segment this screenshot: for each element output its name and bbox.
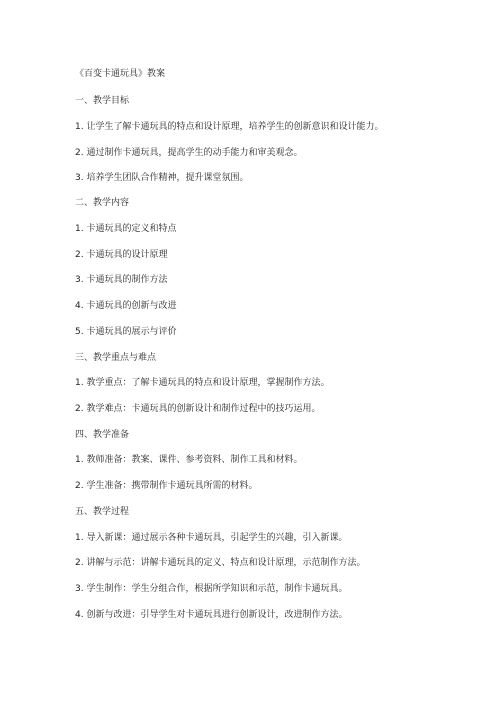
- document-title: 《百变卡通玩具》教案: [75, 69, 166, 79]
- content-item-1: 1. 卡通玩具的定义和特点: [75, 224, 177, 234]
- process-item-1: 1. 导入新课：通过展示各种卡通玩具，引起学生的兴趣，引入新课。: [75, 533, 348, 543]
- section-heading-objectives: 一、教学目标: [75, 96, 130, 106]
- content-item-5: 5. 卡通玩具的展示与评价: [75, 327, 177, 337]
- key-point-item-2: 2. 教学难点：卡通玩具的创新设计和制作过程中的技巧运用。: [75, 404, 321, 414]
- content-item-3: 3. 卡通玩具的制作方法: [75, 275, 168, 285]
- content-item-2: 2. 卡通玩具的设计原理: [75, 250, 168, 260]
- preparation-item-1: 1. 教师准备：教案、课件、参考资料、制作工具和材料。: [75, 455, 303, 465]
- section-heading-content: 二、教学内容: [75, 198, 130, 208]
- process-item-4: 4. 创新与改进：引导学生对卡通玩具进行创新设计，改进制作方法。: [75, 610, 348, 620]
- section-heading-process: 五、教学过程: [75, 507, 130, 517]
- process-item-2: 2. 讲解与示范：讲解卡通玩具的定义、特点和设计原理，示范制作方法。: [75, 558, 366, 568]
- section-heading-key-points: 三、教学重点与难点: [75, 353, 157, 363]
- preparation-item-2: 2. 学生准备：携带制作卡通玩具所需的材料。: [75, 481, 258, 491]
- objective-item-3: 3. 培养学生团队合作精神，提升课堂氛围。: [75, 173, 249, 183]
- process-item-3: 3. 学生制作：学生分组合作，根据所学知识和示范，制作卡通玩具。: [75, 584, 348, 594]
- section-heading-preparation: 四、教学准备: [75, 430, 130, 440]
- objective-item-2: 2. 通过制作卡通玩具，提高学生的动手能力和审美观念。: [75, 148, 303, 158]
- content-item-4: 4. 卡通玩具的创新与改进: [75, 301, 177, 311]
- key-point-item-1: 1. 教学重点：了解卡通玩具的特点和设计原理，掌握制作方法。: [75, 378, 330, 388]
- objective-item-1: 1. 让学生了解卡通玩具的特点和设计原理，培养学生的创新意识和设计能力。: [75, 122, 384, 132]
